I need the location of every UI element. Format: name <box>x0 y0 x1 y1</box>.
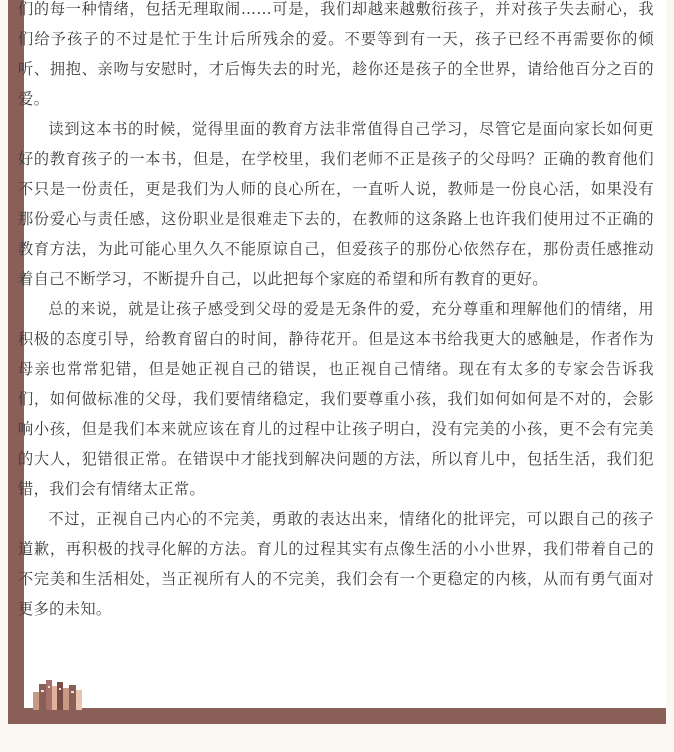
paragraph-1: 们的每一种情绪，包括无理取闹……可是，我们却越来越敷衍孩子，并对孩子失去耐心，我们给予孩子的不过是忙于生计后所残余的爱。不要等到有一天，孩子已经不再需要你的倾听、拥抱、亲吻与安慰时，才后悔失去的时光，趁你还是孩子的全世界，请给他百分之百的爱。 <box>18 0 654 108</box>
paragraph-3: 总的来说，就是让孩子感受到父母的爱是无条件的爱，充分尊重和理解他们的情绪，用积极的态度引导，给教育留白的时间，静待花开。但是这本书给我更大的感触是，作者作为母亲也常常犯错，但是她正视自己的错误，也正视自己情绪。现在有太多的专家会告诉我们，如何做标准的父母，我们要情绪稳定，我们要尊重小孩，我们如何如何是不对的，会影响小孩，但是我们本来就应该在育儿的过程中让孩子明白，没有完美的小孩，更不会有完美的大人，犯错很正常。在错误中才能找到解决问题的方法，所以育儿中，包括生活，我们犯错，我们会有情绪太正常。 <box>18 300 654 498</box>
books-icon <box>33 676 89 710</box>
paragraph-4: 不过，正视自己内心的不完美，勇敢的表达出来，情绪化的批评完，可以跟自己的孩子道歉，再积极的找寻化解的方法。育儿的过程其实有点像生活的小小世界，我们带着自己的不完美和生活相处，当正视所有人的不完美，我们会有一个更稳定的内核，从而有勇气面对更多的未知。 <box>18 510 654 618</box>
article-body <box>18 0 654 624</box>
paragraph-2: 读到这本书的时候，觉得里面的教育方法非常值得自己学习，尽管它是面向家长如何更好的教育孩子的一本书，但是，在学校里，我们老师不正是孩子的父母吗？正确的教育他们不只是一份责任，更是我们为人师的良心所在，一直听人说，教师是一份良心活，如果没有那份爱心与责任感，这份职业是很难走下去的，在教师的这条路上也许我们使用过不正确的教育方法，为此可能心里久久不能原谅自己，但爱孩子的那份心依然存在，那份责任感推动着自己不断学习，不断提升自己，以此把每个家庭的希望和所有教育的更好。 <box>18 120 654 288</box>
